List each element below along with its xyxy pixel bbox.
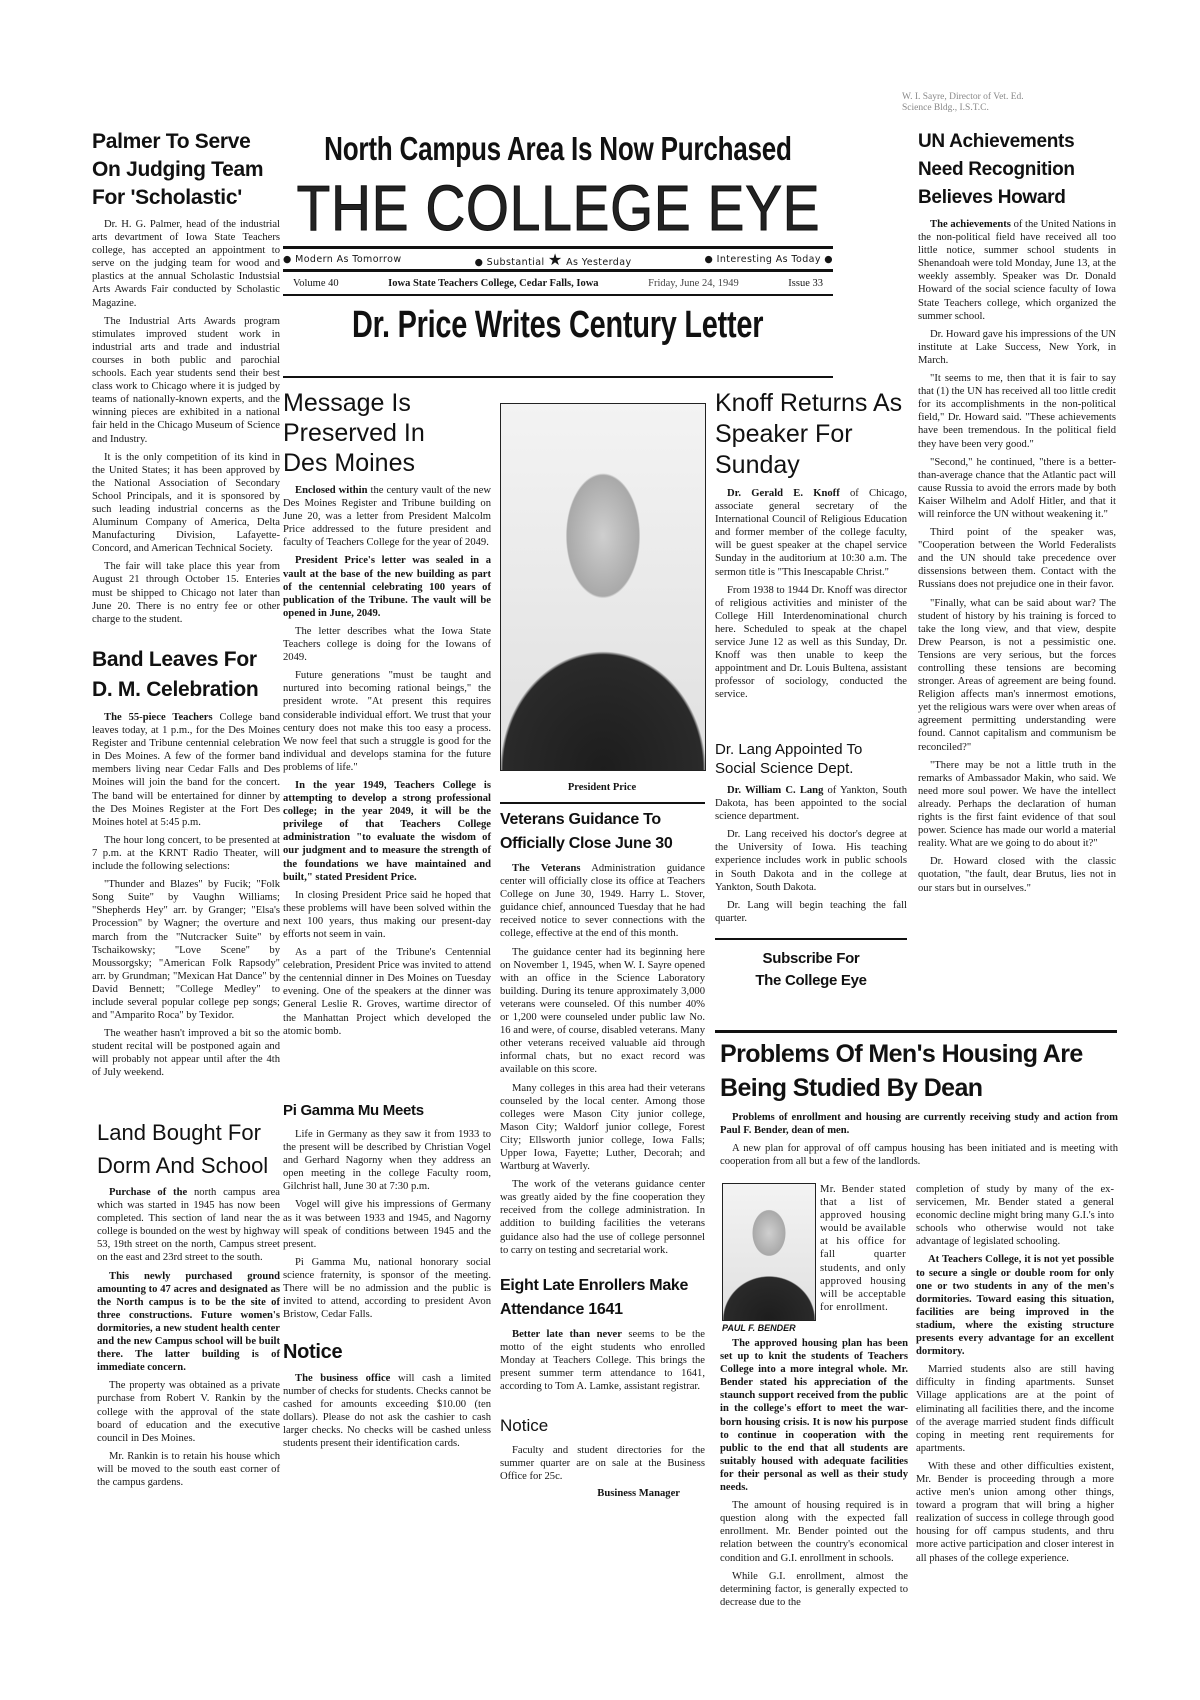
article-body bbox=[92, 218, 280, 626]
article-intro bbox=[720, 1111, 1118, 1168]
newspaper-title: THE COLLEGE EYE bbox=[296, 172, 820, 244]
paragraph-text: the century vault of the new Des Moines Register and Tribune building on June 20, was a letter from President Malcolm Price addressed to the future president and faculty of Teachers College for the year of 2049. bbox=[283, 485, 491, 549]
headline: Band Leaves For D. M. Celebration bbox=[92, 648, 259, 701]
article-body bbox=[500, 1328, 705, 1393]
paragraph: President Price's letter was sealed in a vault at the base of the new building as part of the centennial celebrating 100 years of publication of the Tribune. The vault will be opened in June, 2049. bbox=[283, 555, 491, 619]
subscribe-box bbox=[715, 948, 907, 992]
masthead bbox=[283, 128, 833, 350]
paragraph: Future generations "must be taught and nurtured into becoming rational beings," the president wrote. "At present this requires considerable individual effort. We trust that your century does not make this too easy a process. We now feel that such a struggle is good for the individual and develops stamina for the future problems of life." bbox=[283, 670, 491, 773]
paragraph: While G.I. enrollment, almost the determining factor, is generally expected to decrease due to the bbox=[720, 1570, 908, 1608]
paragraph: In closing President Price said he hoped that these problems will have been solved within the next 100 years, thus making our present-day efforts not seem in vain. bbox=[283, 889, 491, 940]
article-body bbox=[918, 218, 1116, 895]
paul-bender-photo bbox=[722, 1183, 816, 1321]
headline: Eight Late Enrollers Make Attendance 1641 bbox=[500, 1277, 689, 1318]
top-headline: North Campus Area Is Now Purchased bbox=[324, 130, 792, 167]
price-headline-row bbox=[283, 300, 833, 350]
slogan-2: ● Substantial ★ As Yesterday bbox=[474, 249, 632, 269]
volume: Volume 40 bbox=[293, 278, 339, 289]
housing-column-a bbox=[720, 1337, 908, 1614]
lead-in: The 55-piece Teachers bbox=[104, 712, 213, 723]
article-body bbox=[916, 1183, 1114, 1565]
headline: Veterans Guidance To Officially Close June 30 bbox=[500, 811, 673, 852]
lead-in: The achievements bbox=[930, 219, 1011, 230]
paragraph: At Teachers College, it is not yet possible to secure a single or double room for only one or two students in any of the men's dormitories. Toward easing this situation, facilities are being improved in the stadium, where the existing structure presents every advantage for an excellent dormitory. bbox=[916, 1254, 1114, 1358]
paragraph bbox=[92, 711, 280, 829]
article-body bbox=[92, 711, 280, 1080]
paragraph: Vogel will give his impressions of Germany as it was between 1933 and 1945, and Nagorny will speak of conditions between 1945 and the present. bbox=[283, 1199, 491, 1250]
paragraph: "There may be not a little truth in the remarks of Ambassador Makin, who said. We need more soul power. We have the intellect already. Perhaps the declaration of human rights is the first faint evidence of that soul power. Science has made our world a material reality. What are we going to do about it?" bbox=[918, 759, 1116, 850]
dateline bbox=[283, 272, 833, 296]
article-band bbox=[92, 645, 280, 1085]
paragraph: In the year 1949, Teachers College is attempting to develop a strong professional college; in the year 2049, it will be the privilege of that Teachers College administration "to evaluate the wisdom of our judgment and to measure the strength of the foundations we have maintained and built," stated President Price. bbox=[283, 779, 491, 883]
article-body bbox=[500, 862, 705, 1257]
paragraph: completion of study by many of the ex-servicemen, Mr. Bender stated a general economic decline might bring many G.I.'s into schools who otherwise would not take advantage of legislated schooling. bbox=[916, 1184, 1114, 1248]
paragraph-text: College band leaves today, at 1 p.m., for the Des Moines Register and Tribune centennial celebration in Des Moines. A few of the former band members living near Cedar Falls and Des Moines will join the band for the concert. The band will be entertained for dinner by the Des Moines Register at the Fort Des Moines hotel at 5:45 p.m. bbox=[92, 712, 281, 828]
divider bbox=[283, 376, 833, 378]
signature: Business Manager bbox=[597, 1488, 680, 1500]
mailing-stamp bbox=[902, 92, 1024, 114]
article-body bbox=[715, 487, 907, 702]
paragraph: Third point of the speaker was, "Cooperation between the World Federalists and the UN should take precedence over dissensions between them. Contact with the Russians does not prejudice one in their favor. bbox=[918, 527, 1116, 591]
article-pi-gamma-mu bbox=[283, 1100, 491, 1326]
paragraph: The guidance center had its beginning here on November 1, 1945, when W. I. Sayre opened with an office in the Science Laboratory building. During its tenure approximately 3,000 veterans were counseled. Of this number 40% or 1,200 were counseled under public law No. 16 and were, of course, disabled veterans. Many other veterans received valuable aid through informal chats, but no exact record was available on this score. bbox=[500, 946, 705, 1076]
place: Iowa State Teachers College, Cedar Falls, Iowa bbox=[388, 278, 599, 289]
paragraph bbox=[715, 487, 907, 579]
article-price bbox=[283, 388, 491, 1043]
title-row bbox=[283, 174, 833, 242]
paragraph: Dr. Howard gave his impressions of the UN institute at Lake Success, New York, in March. bbox=[918, 328, 1116, 366]
paragraph: Mr. Bender stated that a list of approved housing would be available at his office for fall quarter students, and only approved housing will be acceptable for enrollment. bbox=[820, 1184, 906, 1313]
paragraph: "Thunder and Blazes" by Fucik; "Folk Song Suite" by Vaughn Williams; "Shepherds Hey" arr. by Granger; "Elsa's Procession" by Wagner; the overture and march from the "Nutcracker Suite" by Tschaikowsky; "Love Scene" by Moussorgsky; "American Folk Rapsody" arr. by Grundman; "Mexican Hat Dance" by David Bennett; "College Medley" to include several popular college pep songs; and "Amparito Roca" by Texidor. bbox=[92, 879, 280, 1022]
paragraph: Dr. Lang received his doctor's degree at the University of Iowa. His teaching experience includes work in public schools in South Dakota and in the college at Yankton, South Dakota. bbox=[715, 829, 907, 893]
divider bbox=[500, 802, 705, 804]
subscribe-line-1: Subscribe For bbox=[762, 950, 860, 967]
paragraph-text: of Chicago, associate general secretary of the International Council of Religious Education and former member of the college faculty, will be guest speaker at the chapel service Sunday in the auditorium at 10:30 a.m. The sermon title is "This Inescapable Christ." bbox=[715, 488, 907, 578]
article-land bbox=[97, 1116, 280, 1494]
paragraph: Problems of enrollment and housing are currently receiving study and action from Paul F. Bender, dean of men. bbox=[720, 1112, 1118, 1137]
housing-column-b bbox=[916, 1183, 1114, 1570]
paragraph-text: seems to be the motto of the eight students who enrolled Monday at Teachers College. This brings the present summer term attendance to 1641, according to Tom A. Lamke, assistant registrar. bbox=[500, 1329, 705, 1393]
paragraph: "Finally, what can be said about war? The student of history by his training is forced to take the long view, and that view, despite Drew Pearson, is not a pessimistic one. Tensions are very serious, but the forces controlling these tensions are becoming stronger. Areas of agreement are being found. Religion affects man's innermost emotions, yet the religious wars were over when areas of agreement permitting understanding were found. Cannot capitalism and communism be reconciled?" bbox=[918, 597, 1116, 753]
article-veterans bbox=[500, 808, 705, 1262]
lead-in: The business office bbox=[295, 1373, 391, 1384]
paragraph-text: of the United Nations in the non-political field have received all too little notice, summer school students in Shenandoah were told Monday, June 13, at the weekly assembly. Speaker was Dr. Donald Howard of the social science faculty of Iowa State Teachers college, which organized the summer school. bbox=[918, 219, 1116, 322]
paragraph: It is the only competition of its kind in the United States; it has been approved by the National Association of Secondary School Principals, and it is sponsored by such leading industrial concerns as the Aluminum Company of America, Delta Manufacturing Division, Lafayette-Concord, and American Technical Society. bbox=[92, 451, 280, 555]
paragraph: Dr. Howard closed with the classic quotation, "the fault, dear Brutus, lies not in our stars but in ourselves." bbox=[918, 856, 1116, 894]
date: Friday, June 24, 1949 bbox=[648, 278, 739, 289]
paragraph-text: of Yankton, South Dakota, has been appointed to the social science department. bbox=[715, 785, 907, 823]
article-late-enrollers bbox=[500, 1274, 705, 1398]
article-lang bbox=[715, 740, 907, 930]
article-un bbox=[918, 128, 1116, 900]
headline: UN Achievements Need Recognition Believes Howard bbox=[918, 131, 1075, 208]
president-price-photo bbox=[500, 403, 706, 771]
article-body bbox=[283, 1372, 491, 1451]
paragraph: The Industrial Arts Awards program stimulates improved student work in industrial arts and trade and industrial courses in both public and parochial schools. Each year students send their best class work to Chicago where it is judged by teams of nationally-known experts, and the winning pieces are exhibited in a national fair held in the Chicago Museum of Science and Industry. bbox=[92, 315, 280, 445]
headline: Problems Of Men's Housing Are Being Studied By Dean bbox=[720, 1040, 1083, 1102]
paragraph: The approved housing plan has been set up to knit the students of Teachers College into a more integral whole. Mr. Bender stated his appreciation of the staunch support received from the public in the college's effort to meet the war-born housing crisis. It is now his purpose to continue in cooperation with the public to the end that all students are suitably housed with adequate facilities for their personal as well as their study needs. bbox=[720, 1338, 908, 1494]
top-headline-row bbox=[283, 128, 833, 170]
paragraph: Pi Gamma Mu, national honorary social science fraternity, is sponsor of the meeting. There will be no admission and the public is invited to attend, according to president Avon Bristow, Cedar Falls. bbox=[283, 1256, 491, 1321]
lead-in: Better late than never bbox=[512, 1329, 622, 1340]
article-palmer bbox=[92, 128, 280, 631]
issue: Issue 33 bbox=[788, 278, 823, 289]
paragraph bbox=[500, 862, 705, 941]
housing-beside-photo bbox=[820, 1183, 906, 1319]
paragraph: With these and other difficulties existent, Mr. Bender is proceeding through a more active men's union among other things, toward a program that will bring a higher realization of success in college through good housing for off campus students, and thru more active participation and closer interest in all phases of the college experience. bbox=[916, 1460, 1114, 1564]
article-body bbox=[715, 784, 907, 925]
paragraph bbox=[715, 784, 907, 823]
article-housing bbox=[720, 1037, 1118, 1173]
paragraph-text: will cash a limited number of checks for students. Checks cannot be cashed for amounts exceeding $10.00 (ten dollars). Please do not ask the cashier to cash larger checks. No checks will be cashed unless students present their identification cards. bbox=[283, 1373, 491, 1450]
article-body bbox=[500, 1444, 705, 1483]
article-body bbox=[720, 1337, 908, 1609]
photo-caption: President Price bbox=[567, 782, 637, 793]
paragraph-text: Administration guidance center will officially close its office at Teachers College on June 30, 1949. Harry L. Stover, guidance chief, announced Tuesday that he had received notice to sever connections with the college, effective at the end of this month. bbox=[500, 863, 705, 940]
paragraph bbox=[500, 1328, 705, 1393]
paragraph bbox=[97, 1186, 280, 1265]
article-body bbox=[283, 1128, 491, 1321]
article-body bbox=[97, 1186, 280, 1489]
paragraph: As a part of the Tribune's Centennial celebration, President Price was invited to attend the centennial dinner in Des Moines on Tuesday evening. One of the speakers at the dinner was General Leslie R. Groves, wartime director of the Manhattan Project which developed the atomic bomb. bbox=[283, 947, 491, 1037]
paragraph: The amount of housing required is in question along with the expected fall enrollment. Mr. Bender pointed out the relation between the country's economical condition and G.I. enrollment in schools. bbox=[720, 1500, 908, 1564]
paragraph: The weather hasn't improved a bit so the student recital will be postponed again and will probably not appear until after the 4th of July weekend. bbox=[92, 1028, 280, 1079]
stamp-line-2: Science Bldg., I.S.T.C. bbox=[902, 103, 989, 113]
headline: Notice bbox=[500, 1416, 549, 1435]
lead-in: Purchase of the bbox=[109, 1187, 188, 1198]
paragraph: "It seems to me, then that it is fair to say that (1) the UN has received all too little credit for its accomplishments in the non-political field," Dr. Howard said. "These achievements have been tremendous. In the political field they have been very good." bbox=[918, 373, 1116, 450]
article-notice-checks bbox=[283, 1338, 491, 1456]
lead-in: The Veterans bbox=[512, 863, 581, 874]
paragraph: Dr. H. G. Palmer, head of the industrial arts devartment of Iowa State Teachers college, has accepted an appointment to serve on the judging team for wood and plastics at the annual Scholastic Industsial Arts Awards Fair conducted by Scholastic Magazine. bbox=[92, 219, 280, 309]
subheadline: Message Is Preserved In Des Moines bbox=[283, 389, 425, 477]
headline: Palmer To Serve On Judging Team For 'Scholastic' bbox=[92, 130, 264, 209]
slogan-bar bbox=[283, 246, 833, 272]
paragraph: Mr. Rankin is to retain his house which will be moved to the south east corner of the campus gardens. bbox=[97, 1450, 280, 1488]
paragraph: Life in Germany as they saw it from 1933 to the present will be described by Christian Vogel and Gerhard Nagorny when they address an open meeting in the college Faculty room, Gilchrist hall, June 30 at 7:30 p.m. bbox=[283, 1129, 491, 1193]
headline: Notice bbox=[283, 1341, 343, 1363]
slogan-1: ● Modern As Tomorrow bbox=[283, 253, 402, 265]
photo-caption: PAUL F. BENDER bbox=[722, 1323, 796, 1333]
stamp-line-1: W. I. Sayre, Director of Vet. Ed. bbox=[902, 92, 1024, 102]
article-notice-directories bbox=[500, 1414, 705, 1499]
slogan-3: ● Interesting As Today ● bbox=[704, 253, 833, 265]
headline: Knoff Returns As Speaker For Sunday bbox=[715, 389, 903, 479]
paragraph: The fair will take place this year from August 21 through October 15. Enteries must be shipped to Chicago not later than June 20. There is no entry fee or other charge to the student. bbox=[92, 561, 280, 625]
paragraph: Many colleges in this area had their veterans counseled by the local center. Among those colleges were Mason City junior college, Mason City; Waldorf junior college, Forest City; Ellsworth junior college, Iowa Falls; Upper Iowa, Fayette; Luther, Decorah; and Wartburg at Waverly. bbox=[500, 1082, 705, 1173]
paragraph-text: north campus area which was started in 1945 has now been completed. This section of land near the college is bounded on the west by highway 53, 19th street on the north, Campus street on the east and 23rd street to the south. bbox=[97, 1187, 280, 1264]
headline: Land Bought For Dorm And School bbox=[97, 1120, 269, 1178]
paragraph: Dr. Lang will begin teaching the fall quarter. bbox=[715, 899, 907, 924]
headline: Dr. Lang Appointed To Social Science Dept. bbox=[715, 741, 863, 777]
paragraph bbox=[283, 1372, 491, 1451]
paragraph: Faculty and student directories for the summer quarter are on sale at the Business Office for 25c. bbox=[500, 1445, 705, 1483]
star-icon: ★ bbox=[547, 249, 563, 269]
paragraph bbox=[918, 218, 1116, 323]
headline: Pi Gamma Mu Meets bbox=[283, 1102, 424, 1119]
paragraph: The hour long concert, to be presented at 7 p.m. at the KRNT Radio Theater, will include the following selections: bbox=[92, 834, 280, 873]
subscribe-line-2: The College Eye bbox=[755, 972, 867, 989]
price-headline: Dr. Price Writes Century Letter bbox=[352, 304, 764, 346]
paragraph: The property was obtained as a private purchase from Robert V. Rankin by the college with the approval of the state board of education and the executive council in Des Moines. bbox=[97, 1380, 280, 1444]
divider bbox=[715, 1030, 1117, 1033]
paragraph bbox=[283, 484, 491, 549]
paragraph: This newly purchased ground amounting to 47 acres and designated as the North campus is to be the site of three constructions. Future women's dormitories, a new student health center and the new Campus school will be built there. The latter building is of immediate concern. bbox=[97, 1270, 280, 1374]
paragraph: "Second," he continued, "there is a better-than-average chance that the Atlantic pact will cause Russia to avoid the errors made by both Kaiser Wilhelm and Adolf Hitler, and that it will reinforce the UN without weakening it." bbox=[918, 456, 1116, 520]
article-knoff bbox=[715, 388, 907, 707]
lead-in: Dr. William C. Lang bbox=[727, 785, 824, 796]
divider bbox=[715, 938, 907, 940]
lead-in: Dr. Gerald E. Knoff bbox=[727, 488, 840, 499]
paragraph: From 1938 to 1944 Dr. Knoff was director of religious activities and minister of the College Hill Interdenominational church here. Scheduled to speak at the chapel service June 12 as well as this Sunday, Dr. Knoff was then unable to keep the appointment and Dr. Louis Bultena, assistant professor of sociology, conducted the service. bbox=[715, 584, 907, 701]
lead-in: Enclosed within bbox=[295, 485, 368, 496]
paragraph: The letter describes what the Iowa State Teachers college is doing for the Iowans of 2049. bbox=[283, 625, 491, 664]
article-body bbox=[283, 484, 491, 1038]
paragraph: The work of the veterans guidance center was greatly aided by the fine cooperation they received from the college administration. In addition to building facilities the veterans guidance also had the use of college personnel to carry on testing and secretarial work. bbox=[500, 1179, 705, 1256]
paragraph: Married students also are still having difficulty in finding apartments. Sunset Village applications are at the point of eliminating all facilities there, and the income of the average married student finds difficult coping in meeting rent requirements for apartments. bbox=[916, 1364, 1114, 1454]
paragraph: A new plan for approval of off campus housing has been initiated and is meeting with cooperation from all but a few of the landlords. bbox=[720, 1143, 1118, 1168]
